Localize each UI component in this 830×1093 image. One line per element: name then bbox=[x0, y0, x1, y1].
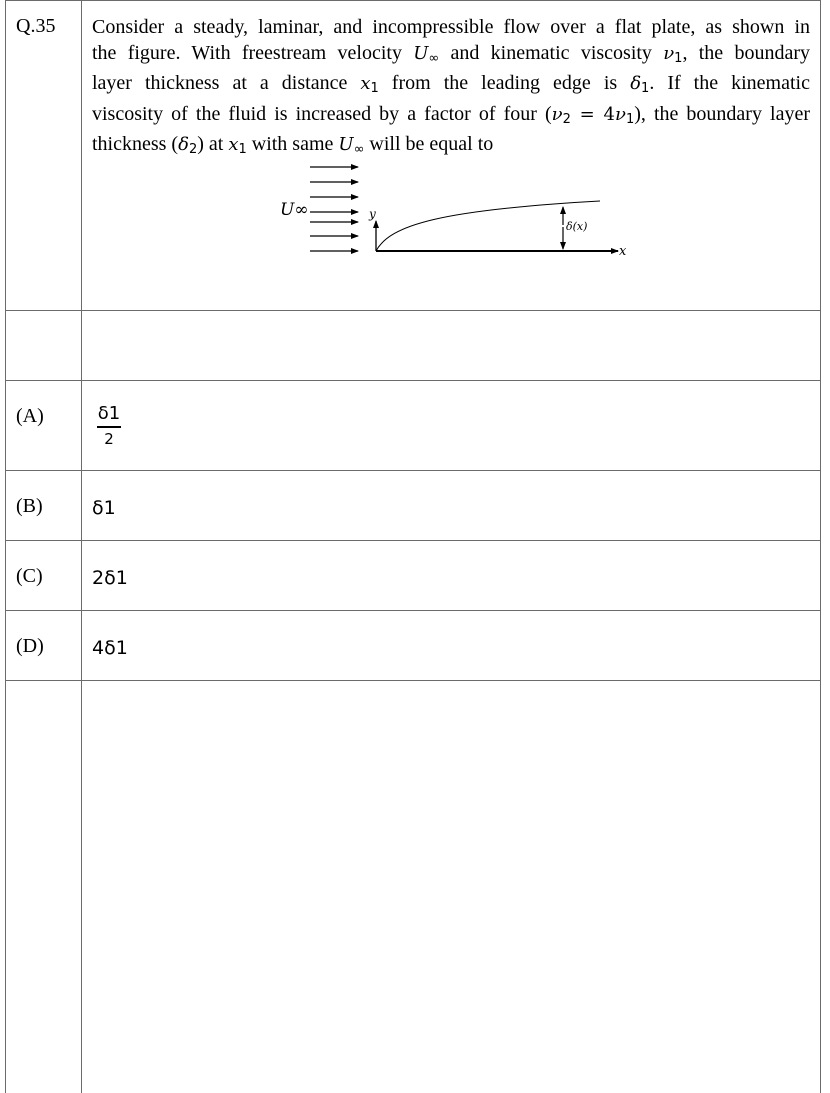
question-line: thickness $(\delta_2)$ at $x_1$ with same $U_\infty$ will be equal to bbox=[92, 133, 494, 157]
row-divider-2 bbox=[5, 380, 820, 381]
row-divider-1 bbox=[5, 310, 820, 311]
option-c-value: 2δ1 bbox=[92, 567, 128, 589]
row-divider-6 bbox=[5, 680, 820, 681]
option-a-label: (A) bbox=[16, 405, 44, 427]
question-line: the figure. With freestream velocity $U_\infty$ and kinematic viscosity $\nu_1$, the boundary bbox=[92, 41, 810, 66]
freestream-arrows bbox=[310, 167, 358, 251]
row-divider-top bbox=[5, 0, 820, 1]
option-d-label: (D) bbox=[16, 635, 44, 657]
question-text bbox=[92, 15, 810, 163]
question-line: Consider a steady, laminar, and incompressible flow over a flat plate, as shown in bbox=[92, 16, 810, 38]
y-axis-label: y bbox=[369, 207, 376, 221]
thickness-label: δ(x) bbox=[566, 220, 588, 233]
question-line: layer thickness at a distance $x_1$ from the leading edge is $\delta_1$. If the kinematic bbox=[92, 72, 810, 96]
question-line: viscosity of the fluid is increased by a factor of four $(\nu_2 = 4\nu_1)$, the boundary layer bbox=[92, 102, 810, 127]
option-a-value: δ1 2 bbox=[97, 403, 121, 448]
question-number: Q.35 bbox=[16, 15, 56, 37]
row-divider-4 bbox=[5, 540, 820, 541]
x-axis-label: x bbox=[619, 244, 627, 259]
option-b-label: (B) bbox=[16, 495, 43, 517]
option-b-value: δ1 bbox=[92, 497, 116, 519]
row-divider-3 bbox=[5, 470, 820, 471]
boundary-layer-figure bbox=[270, 155, 630, 265]
freestream-velocity-label: U∞ bbox=[280, 200, 309, 220]
column-divider bbox=[81, 0, 82, 1093]
row-divider-5 bbox=[5, 610, 820, 611]
option-d-value: 4δ1 bbox=[92, 637, 128, 659]
option-c-label: (C) bbox=[16, 565, 43, 587]
